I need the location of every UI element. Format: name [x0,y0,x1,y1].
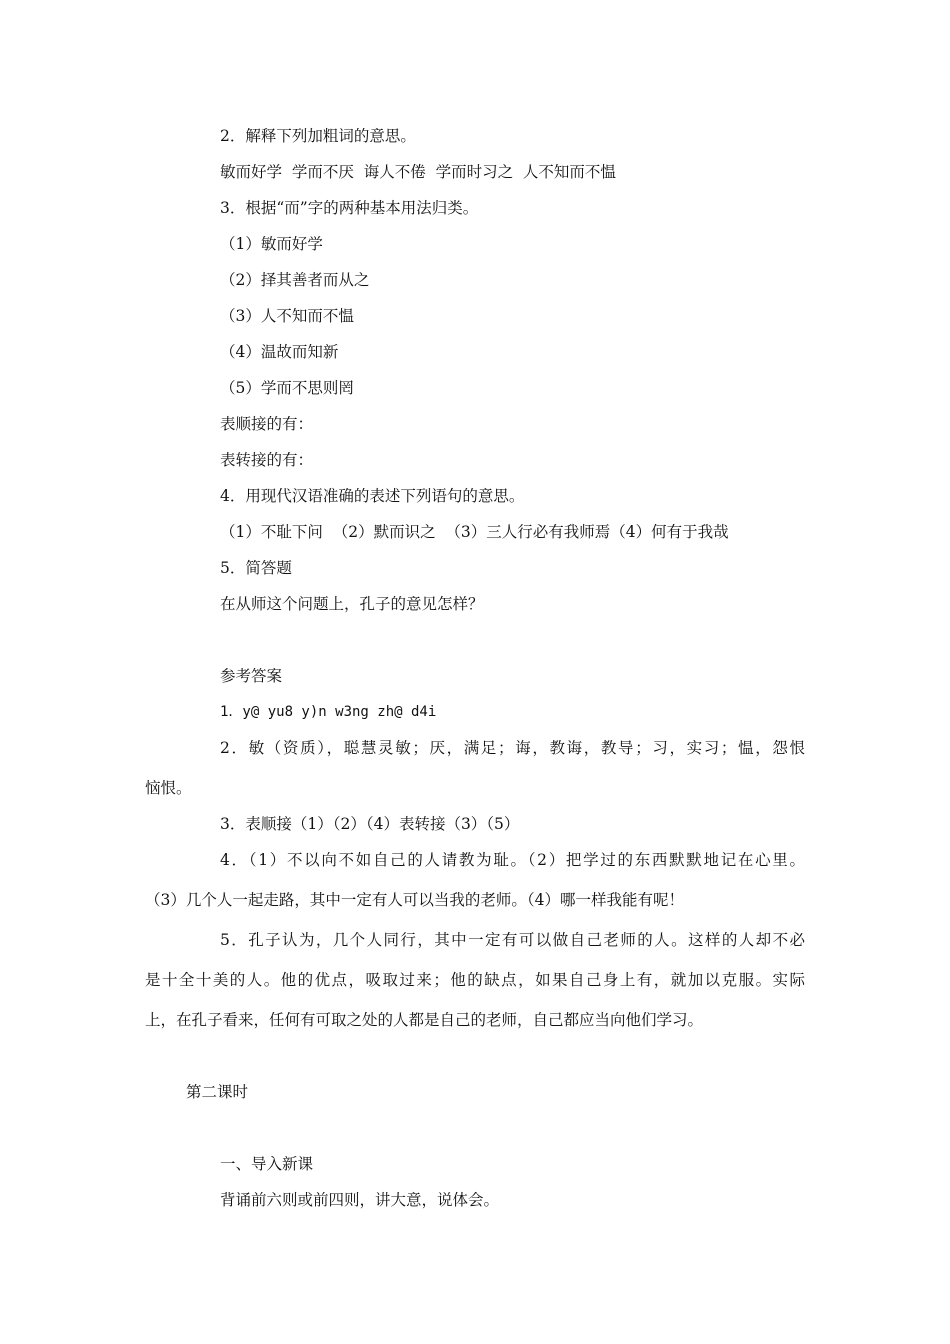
q4-title: 4．用现代汉语准确的表述下列语句的意思。 [220,487,525,505]
answers-heading: 参考答案 [220,667,283,685]
answer-5-line-1: 5．孔子认为，几个人同行，其中一定有可以做自己老师的人。这样的人却不必 [220,931,805,949]
q3-item-3: （3）人不知而不愠 [220,307,354,325]
answer-5-line-3: 上，在孔子看来，任何有可取之处的人都是自己的老师，自己都应当向他们学习。 [145,1011,704,1029]
answer-2-line-1: 2．敏（资质），聪慧灵敏；厌，满足；诲，教诲，教导；习，实习；愠，怨恨 [220,739,805,757]
q5-title: 5．简答题 [220,559,292,577]
q2-words: 敏而好学 学而不厌 诲人不倦 学而时习之 人不知而不愠 [220,163,616,181]
answer-4-line-2: （3）几个人一起走路，其中一定有人可以当我的老师。（4）哪一样我能有呢！ [145,891,684,909]
answer-5-line-2: 是十全十美的人。他的优点，吸取过来；他的缺点，如果自己身上有，就加以克服。实际 [145,971,805,989]
q4-items: （1）不耻下问 （2）默而识之 （3）三人行必有我师焉（4）何有于我哉 [220,523,729,541]
section-subtitle: 一、导入新课 [220,1155,314,1173]
q3-shunjie: 表顺接的有： [220,415,314,433]
q2-title: 2．解释下列加粗词的意思。 [220,127,416,145]
answer-2-line-2: 恼恨。 [145,779,192,797]
answer-4-line-1: 4．（1）不以向不如自己的人请教为耻。（2）把学过的东西默默地记在心里。 [220,851,805,869]
q3-item-2: （2）择其善者而从之 [220,271,370,289]
q3-item-1: （1）敏而好学 [220,235,323,253]
answer-3: 3．表顺接（1）（2）（4）表转接（3）（5） [220,815,520,833]
section-title: 第二课时 [186,1083,249,1101]
q3-title: 3．根据“而”字的两种基本用法归类。 [220,199,479,217]
q3-item-5: （5）学而不思则罔 [220,379,354,397]
q5-question: 在从师这个问题上，孔子的意见怎样？ [220,595,484,613]
q3-zhuanjie: 表转接的有： [220,451,314,469]
section-body: 背诵前六则或前四则，讲大意，说体会。 [220,1191,500,1209]
answer-1: 1．y@ yu8 y)n w3ng zh@ d4i [220,704,437,720]
q3-item-4: （4）温故而知新 [220,343,339,361]
